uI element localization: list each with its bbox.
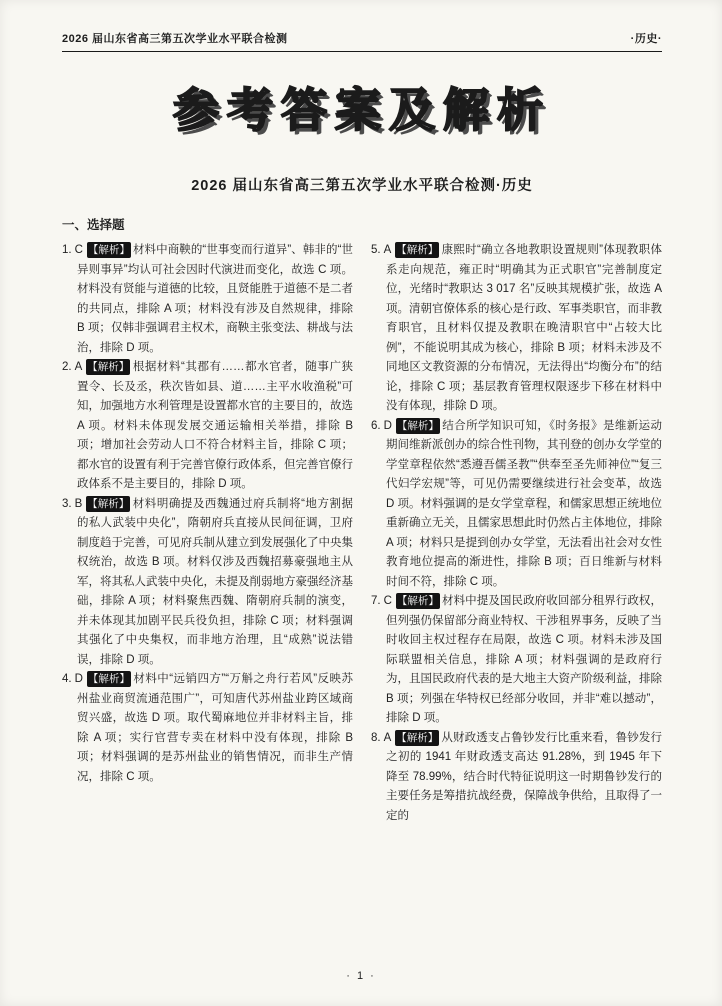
item-text: 结合所学知识可知，《时务报》是维新运动期间维新派创办的综合性刊物，其刊登的创办女学堂的学堂章程依然“悉遵吾儒圣教”“供奉至圣先师神位”“复三代妇学宏规”等，可见仍需要继续进行社会变革，故选 D 项。材料强调的是女学堂章程，和儒家思想正统地位重新确立无关，且儒家思想此时仍然占主体地位，排除 A 项；材料只是提到创办女学堂，无法看出社会对女性教育地位提高的渐进性，排除 B 项；百日维新与材料时间不符，排除 C 项。 [386,419,662,588]
answer-columns [62,241,662,826]
header-divider [62,51,662,52]
answer-item-1 [62,241,353,358]
page-footer [0,970,722,982]
analysis-badge: 【解析】 [396,419,439,432]
item-text: 材料明确提及西魏通过府兵制将“地方割据的私人武装中央化”，隋朝府兵直接从民间征调，卫府制度趋于完善，可见府兵制从建立到发展强化了中央集权统治，故选 B 项。材料仅涉及西魏招募豪强地主从军，将其私人武装中央化，未提及削弱地方豪强经济基础，排除 A 项；材料聚焦西魏、隋朝府兵制的演变，并未体现其加剧平民兵役负担，排除 C 项；材料强调其强化了中央集权，而非地方治理，且“成熟”说法错误，排除 D 项。 [77,497,353,666]
page-number: · 1 · [346,970,376,982]
page-header [62,30,662,51]
item-number: 6. [371,419,381,432]
header-subject: ·历史· [630,33,662,45]
answer-item-4 [62,670,353,787]
analysis-badge: 【解析】 [396,731,439,744]
item-number: 1. [62,244,72,256]
right-column [371,241,662,826]
item-number: 7. [371,595,381,607]
item-number: 5. [371,244,381,256]
analysis-badge: 【解析】 [396,244,439,256]
item-answer: A [383,244,392,256]
item-answer: A [74,361,83,373]
item-text: 材料中“远销四方”“万斛之舟行若风”反映苏州盐业商贸流通范围广”，可知唐代苏州盐业跨区域商贸兴盛，故选 D 项。取代蜀麻地位并非材料主旨，排除 A 项；实行官营专卖在材料中没有体现，排除 B 项；材料强调的是苏州盐业的销售情况，而非生产情况，排除 C 项。 [77,673,353,783]
answer-item-2 [62,358,353,495]
analysis-badge: 【解析】 [396,595,439,607]
item-answer: D [383,419,392,432]
item-answer: D [74,673,83,685]
item-number: 2. [62,361,72,373]
answer-item-7 [371,592,662,729]
item-answer: C [383,595,392,607]
analysis-badge: 【解析】 [87,244,130,256]
subtitle: 2026 届山东省高三第五次学业水平联合检测·历史 [191,178,533,194]
section-title: 一、选择题 [62,218,125,232]
analysis-badge: 【解析】 [87,673,130,685]
item-answer: C [74,244,83,256]
item-text: 材料中商鞅的“世事变而行道异”、韩非的“世异则事异”均认可社会因时代演进而变化，故选 C 项。材料没有贤能与道德的比较，且贤能胜于道德不是二者的共同点，排除 A 项；材料没有涉及自然规律，排除 B 项；仅韩非强调君主权术，商鞅主张变法、耕战与法治，排除 D 项。 [77,244,353,354]
answer-item-6 [371,417,662,593]
analysis-badge: 【解析】 [87,497,130,510]
analysis-badge: 【解析】 [87,361,130,373]
item-text: 从财政透支占鲁钞发行比重来看，鲁钞发行之初的 1941 年财政透支高达 91.28%，到 1945 年下降至 78.99%，结合时代特征说明这一时期鲁钞发行的主要任务是筹措抗战经费，保障战争供给，且取得了一定的 [386,731,662,822]
item-text: 康熙时“确立各地教职设置规则”体现教职体系走向规范，雍正时“明确其为正式职官”完善制度定位，光绪时“教职达 3 017 名”反映其规模扩张，故选 A 项。清朝官僚体系的核心是行政、军事类职官，而非教育职官，且材料仅提及教职在晚清职官中“占较大比例”，不能说明其成为核心，排除 B 项；材料未涉及不同地区文教资源的分布情况，无法得出“均衡分布”的结论，排除 C 项；基层教育管理权限逐步下移在材料中没有体现，排除 D 项。 [386,244,662,412]
left-column [62,241,353,826]
item-answer: A [383,731,392,744]
answer-item-5 [371,241,662,417]
item-number: 4. [62,673,72,685]
answer-item-8 [371,729,662,827]
item-number: 3. [62,497,72,510]
item-text: 材料中提及国民政府收回部分租界行政权，但列强仍保留部分商业特权、干涉租界事务，反映了当时收回主权过程存在局限，故选 C 项。材料未涉及国际联盟相关信息，排除 A 项；材料强调的是政府行为，且国民政府代表的是大地主大资产阶级利益，排除 B 项；列强在华特权已经部分收回，并非“难以撼动”，排除 D 项。 [386,595,662,724]
header-exam-title: 2026 届山东省高三第五次学业水平联合检测 [62,33,288,45]
answer-item-3 [62,495,353,671]
main-title: 参考答案及解析 [173,84,551,136]
item-answer: B [74,497,83,510]
item-text: 根据材料“其郡有……都水官者，随事广狭置令、长及丞，秩次皆如县、道……主平水收渔税”可知，加强地方水利管理是设置都水官的主要目的，故选 A 项。材料未体现发展交通运输相关举措，排除 B 项；增加社会劳动人口不符合材料主旨，排除 C 项；都水官的设置有利于完善官僚行政体系，但完善官僚行政体系不是主要目的，排除 D 项。 [77,361,353,490]
item-number: 8. [371,731,381,744]
